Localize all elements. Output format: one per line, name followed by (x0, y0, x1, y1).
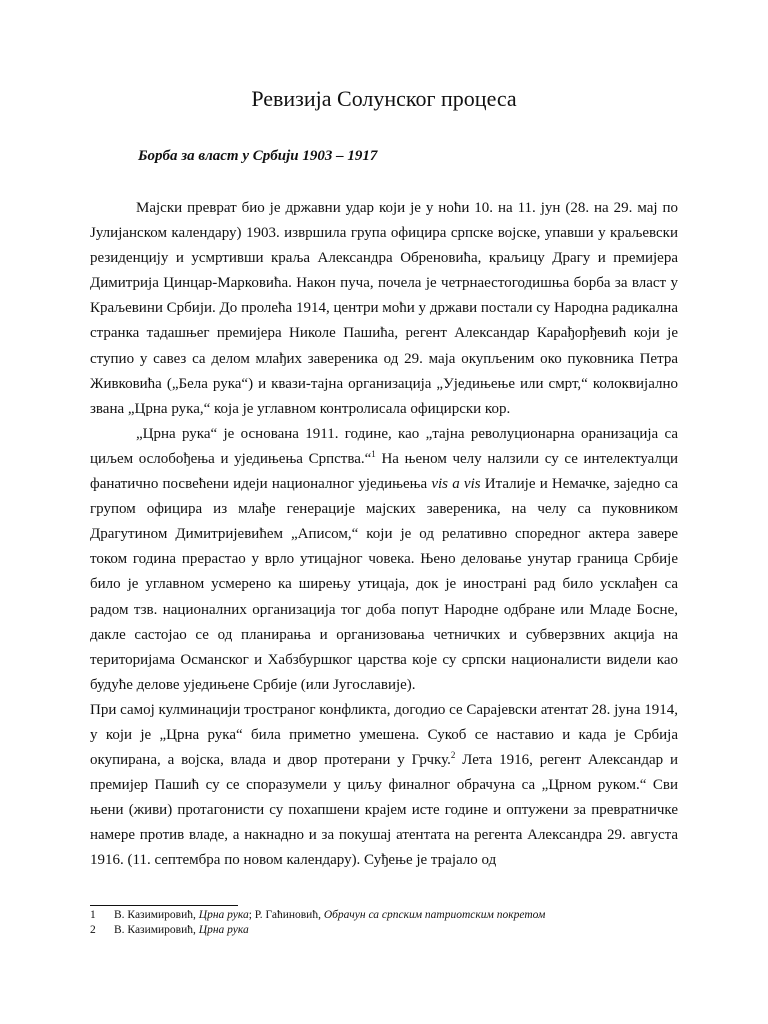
footnote-number: 2 (90, 924, 96, 936)
footnotes (90, 908, 678, 938)
footnote-ref-2[interactable]: 2 (450, 750, 456, 761)
footnote-2 (90, 923, 678, 938)
document-title: Ревизија Солунског процеса (251, 86, 517, 111)
footnote-author: ; Р. Гаћиновић, (248, 909, 324, 921)
footnote-author: В. Казимировић, (114, 924, 199, 936)
footnote-work-title: Црна рука (198, 924, 249, 936)
footnote-text (114, 908, 545, 923)
paragraph-2-text-c: Италије и Немачке, заједно са групом официра из млађе генерације мајских завереника, на челу са пуковником Драгутином Димитријевићем „Аписом,“ који је од релативно споредног актера завере током година прерастао у врло утицајног човека. Њено деловање унутар граница Србије било је углавном усмерено ка ширењу утицаја, док је иностранi рад било усклађен са радом тзв. националних организација тог доба попут Народне одбране или Младе Босне, дакле састојао се од планирања и организовања четничких и субверзвних акција на територијама Османског и Хабзбуршког царства које су српски националисти видели као будуће делове уједињене Србије (или Југославије). (90, 476, 679, 693)
footnote-text (114, 923, 249, 938)
footnote-1 (90, 908, 678, 923)
section-subtitle: Борба за власт у Србији 1903 – 1917 (138, 148, 378, 164)
paragraph-2-latin-phrase: vis a vis (431, 476, 481, 493)
footnote-divider (90, 905, 238, 906)
footnote-work-title: Обрачун са српским патриотским покретом (323, 909, 546, 921)
paragraph-2-text-a: „Црна рука“ је основана 1911. године, као „тајна револуционарна оранизација са циљем ослобођења и уједињења Српства.“ (90, 425, 678, 467)
document-body (90, 196, 678, 874)
paragraph-2 (90, 422, 678, 698)
paragraph-3 (90, 698, 678, 874)
footnote-work-title: Црна рука (198, 909, 249, 921)
footnote-number: 1 (90, 909, 96, 921)
paragraph-2-text-b: На њеном челу налзили су се интелектуалци фанатично посвећени идеји националног уједињења (90, 450, 678, 493)
paragraph-1: Мајски преврат био је државни удар који је у ноћи 10. на 11. јун (28. на 29. мај по Јулијанском календару) 1903. извршила група официра српске војске, упавши у краљевски резиденцију и усмртивши краља Александра Обреновића, краљицу Драгу и премијера Димитрија Цинцар-Марковића. Након пуча, почела је четрнаестогодишња борба за власт у Краљевини Србији. До пролећа 1914, центри моћи у држави постали су Народна радикална странка тадашњег премијера Николе Пашића, регент Александар Карађорђевић који је ступио у савез са делом млађих завереника од 29. маја окупљеним око пуковника Петра Живковића („Бела рука“) и квази-тајна организација „Уједињење или смрт,“ колоквијално звана „Црна рука,“ која је углавном контролисала официрски кор. (90, 200, 678, 417)
footnote-ref-1[interactable]: 1 (371, 448, 376, 459)
footnote-author: В. Казимировић, (114, 909, 199, 921)
paragraph-3-text-a: При самој кулминацији тространог конфликта, догодио се Сарајевски атентат 28. јуна 1914, у који је „Црна рука“ била приметно умешена. Сукоб се наставио и када је Србија окупирана, а војска, влада и двор протерани у Грчку. (90, 701, 678, 769)
paragraph-3-text-b: Лета 1916, регент Александар и премијер Пашић су се споразумели у циљу финалног обрачуна са „Црном руком.“ Сви њени (живи) протагонисти су похапшени крајем исте године и оптужени за превратничке намере против владе, а накнадно и за покушај атентата на регента Александра 29. августа 1916. (11. септембра по новом календару). Суђење је трајало од (90, 752, 678, 869)
